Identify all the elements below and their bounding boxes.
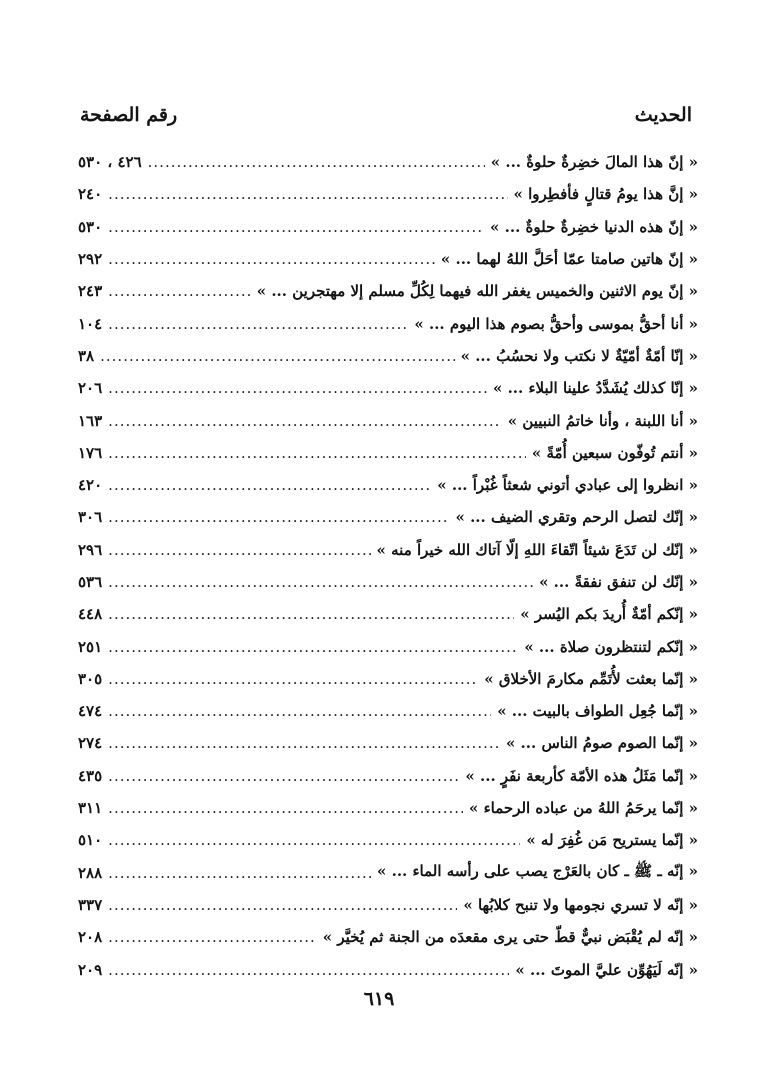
index-entry xyxy=(78,404,698,436)
dot-leader xyxy=(108,767,459,785)
dot-leader xyxy=(108,638,518,656)
dot-leader xyxy=(108,508,449,526)
dot-leader xyxy=(108,315,408,333)
entry-page-number: ٢٥١ xyxy=(78,637,103,656)
index-entry xyxy=(78,824,698,856)
entry-page-number: ٢٤٣ xyxy=(78,282,103,301)
hadith-text: « إنّه لا تسري نجومها ولا تنبح كلابُها » xyxy=(463,895,698,914)
entry-page-number: ٢٩٦ xyxy=(78,540,103,559)
dot-leader xyxy=(108,799,463,817)
dot-leader xyxy=(108,864,371,882)
hadith-text: « إنّك لن تَدَعَ شيئاً اتّقاءَ اللهِ إلّا آتاك الله خيراً منه » xyxy=(376,540,698,559)
hadith-text: « إنّكم أمّةٌ أُريدَ بكم اليُسر » xyxy=(520,605,698,624)
dot-leader xyxy=(108,670,478,688)
index-entry xyxy=(78,760,698,792)
entry-page-number: ١٦٣ xyxy=(78,411,103,430)
hadith-text: « إنّ يوم الاثنين والخميس يغفر الله فيهما لِكُلِّ مسلم إلا مهتجرين ... » xyxy=(256,282,698,301)
hadith-text: « إنّ هاتين صامتا عمّا أحَلَّ اللهُ لهما ... » xyxy=(440,250,698,269)
hadith-text: « إنّما يرحَمُ اللهُ من عباده الرحماء » xyxy=(469,799,698,818)
entry-page-number: ٢٠٦ xyxy=(78,379,103,398)
entry-page-number: ٤٤٨ xyxy=(78,605,103,624)
hadith-text: « إنّما يستريح مَن غُفِرَ له » xyxy=(526,831,698,850)
entry-page-number: ٢٠٨ xyxy=(78,928,103,947)
entry-page-number: ١٠٤ xyxy=(78,314,103,333)
entry-page-number: ٣٣٧ xyxy=(78,895,103,914)
hadith-text: « إنّ هذا المالَ خضِرةٌ حلوةٌ ... » xyxy=(490,153,698,172)
hadith-text: « إنّما مَثَلُ هذه الأمّة كأربعة نفَرٍ ... » xyxy=(465,766,698,785)
dot-leader xyxy=(108,379,487,397)
hadith-index-list xyxy=(78,146,698,986)
hadith-text: « إنّما الصوم صومُ الناس ... » xyxy=(505,734,698,753)
hadith-text: « إنّما بعثت لأُتَمِّم مكارمَ الأخلاق » xyxy=(484,669,698,688)
index-entry xyxy=(78,727,698,759)
index-entry xyxy=(78,469,698,501)
hadith-text: « إنَّ هذا يومُ قتالٍ فأفطِروا » xyxy=(513,185,698,204)
entry-page-number: ٢٠٩ xyxy=(78,960,103,979)
index-entry xyxy=(78,275,698,307)
dot-leader xyxy=(108,185,507,203)
hadith-text: « إنّك لتصل الرحم وتقري الضيف ... » xyxy=(455,508,698,527)
dot-leader xyxy=(108,541,370,559)
entry-page-number: ٥٣٦ xyxy=(78,573,103,591)
index-entry xyxy=(78,792,698,824)
dot-leader xyxy=(108,250,435,268)
index-entry xyxy=(78,437,698,469)
dot-leader xyxy=(148,153,485,171)
entry-page-number: ٢٧٤ xyxy=(78,734,103,753)
dot-leader xyxy=(108,218,484,236)
hadith-text: « إنّا أمّةٌ أمّيّةٌ لا نكتب ولا نحسُبُ ... » xyxy=(460,346,698,365)
column-headers xyxy=(80,100,692,130)
hadith-text: « إنّه لَيَهُوِّن عليَّ الموتَ ... » xyxy=(515,960,698,979)
hadith-text: « إنّكم لتنتظرون صلاة ... » xyxy=(524,637,698,656)
entry-page-number: ٥٣٠ xyxy=(78,217,103,236)
dot-leader xyxy=(108,605,514,623)
index-entry xyxy=(78,630,698,662)
hadith-column-heading: الحديث xyxy=(634,104,692,126)
entry-page-number: ١٧٦ xyxy=(78,443,103,462)
entry-page-number: ٢٨٨ xyxy=(78,863,103,882)
hadith-text: « انظروا إلى عبادي أتوني شعثاً غُبْراً ... » xyxy=(437,476,698,495)
dot-leader xyxy=(108,412,502,430)
index-entry xyxy=(78,307,698,339)
hadith-text: « أنا اللبنة ، وأنا خاتمُ النبيين » xyxy=(507,411,698,430)
dot-leader xyxy=(108,928,317,946)
entry-page-number: ٤٣٥ xyxy=(78,766,103,785)
index-entry xyxy=(78,372,698,404)
index-entry xyxy=(78,501,698,533)
entry-page-number: ٤٧٤ xyxy=(78,702,103,721)
index-entry xyxy=(78,178,698,210)
entry-page-number: ٢٩٢ xyxy=(78,250,103,269)
entry-page-number: ٢٤٠ xyxy=(78,185,103,204)
hadith-text: « إنّك لن تنفق نفقةً ... » xyxy=(539,573,698,591)
dot-leader xyxy=(108,961,509,979)
index-entry xyxy=(78,889,698,921)
index-entry xyxy=(78,953,698,985)
hadith-text: « أنا أحقُّ بموسى وأحقُّ بصوم هذا اليوم ... » xyxy=(414,314,698,333)
dot-leader xyxy=(108,896,457,914)
dot-leader xyxy=(108,734,500,752)
entry-page-number: ٥١٠ xyxy=(78,831,103,850)
index-entry xyxy=(78,340,698,372)
hadith-text: « أنتم تُوفّون سبعين أُمّةً » xyxy=(531,443,698,462)
index-entry xyxy=(78,663,698,695)
dot-leader xyxy=(108,476,431,494)
index-entry xyxy=(78,566,698,598)
index-entry xyxy=(78,598,698,630)
hadith-text: « إنّا كذلك يُشَدَّدُ علينا البلاء ... » xyxy=(492,379,698,398)
dot-leader xyxy=(108,444,526,462)
entry-page-number: ٣٠٥ xyxy=(78,669,103,688)
hadith-text: « إنّما جُعِل الطواف بالبيت ... » xyxy=(497,702,698,721)
hadith-text: « إنّ هذه الدنيا خضِرةٌ حلوةٌ ... » xyxy=(490,217,698,236)
index-entry xyxy=(78,857,698,889)
entry-page-number: ٣٨ xyxy=(78,346,95,365)
index-entry xyxy=(78,695,698,727)
dot-leader xyxy=(108,831,520,849)
hadith-text: « إنّه لم يُقْبَض نبيٌّ قطّ حتى يرى مقعدَه من الجنة ثم يُخيَّر » xyxy=(322,928,698,947)
hadith-text: « إنّه ـ ﷺ ـ كان بالعَرْج يصب على رأسه الماء ... » xyxy=(377,861,698,880)
page-number: ٦١٩ xyxy=(363,988,395,1010)
index-entry xyxy=(78,921,698,953)
dot-leader xyxy=(108,573,533,591)
entry-page-number: ٤٢٠ xyxy=(78,476,103,495)
entry-page-number: ٤٢٦ ، ٥٣٠ xyxy=(78,153,142,172)
dot-leader xyxy=(108,282,251,300)
page-number-column-heading: رقم الصفحة xyxy=(80,104,178,126)
dot-leader xyxy=(100,347,454,365)
index-entry xyxy=(78,534,698,566)
index-entry xyxy=(78,211,698,243)
entry-page-number: ٣٠٦ xyxy=(78,508,103,527)
index-entry xyxy=(78,243,698,275)
index-entry xyxy=(78,146,698,178)
dot-leader xyxy=(108,702,491,720)
entry-page-number: ٣١١ xyxy=(78,799,103,818)
